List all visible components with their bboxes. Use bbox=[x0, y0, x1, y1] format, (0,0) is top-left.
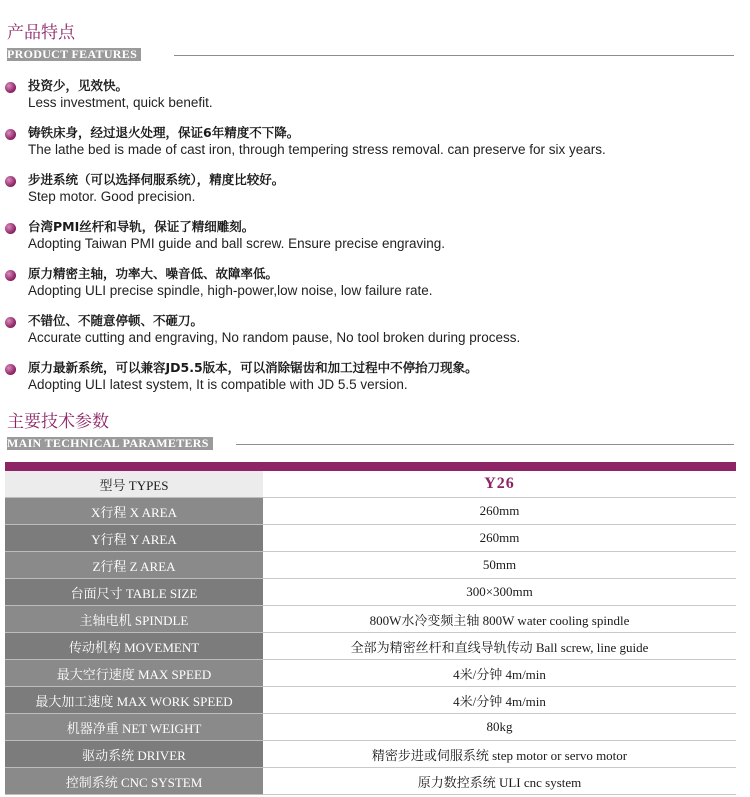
row-value: 4米/分钟 4m/min bbox=[263, 660, 736, 687]
row-value: 全部为精密丝杆和直线导轨传动 Ball screw, line guide bbox=[263, 633, 736, 660]
params-table bbox=[5, 462, 736, 795]
row-value: 4米/分钟 4m/min bbox=[263, 687, 736, 714]
feature-zh: 步进系统（可以选择伺服系统），精度比较好。 bbox=[28, 172, 285, 187]
row-value: 300×300mm bbox=[263, 579, 736, 606]
features-section-title bbox=[7, 23, 141, 62]
row-label: 控制系统 CNC SYSTEM bbox=[5, 768, 263, 795]
features-title-zh: 产品特点 bbox=[7, 23, 75, 43]
table-accent-bar bbox=[5, 462, 736, 471]
params-title-zh: 主要技术参数 bbox=[7, 412, 109, 432]
table-header-row bbox=[5, 471, 736, 498]
row-value: 800W水冷变频主轴 800W water cooling spindle bbox=[263, 606, 736, 633]
row-label: 机器净重 NET WEIGHT bbox=[5, 714, 263, 741]
bullet-icon bbox=[5, 364, 16, 375]
feature-zh: 铸铁床身，经过退火处理，保证6年精度不下降。 bbox=[28, 125, 300, 140]
bullet-icon bbox=[5, 270, 16, 281]
bullet-icon bbox=[5, 176, 16, 187]
bullet-icon bbox=[5, 317, 16, 328]
feature-zh: 不错位、不随意停顿、不砸刀。 bbox=[28, 313, 204, 328]
row-label: 主轴电机 SPINDLE bbox=[5, 606, 263, 633]
model-value: Y26 bbox=[263, 471, 736, 498]
row-value: 精密步进或伺服系统 step motor or servo motor bbox=[263, 741, 736, 768]
row-value: 260mm bbox=[263, 498, 736, 525]
row-label: 台面尺寸 TABLE SIZE bbox=[5, 579, 263, 606]
params-title-en: MAIN TECHNICAL PARAMETERS bbox=[7, 437, 213, 450]
table-row bbox=[5, 633, 736, 660]
bullet-icon bbox=[5, 82, 16, 93]
table-row bbox=[5, 498, 736, 525]
feature-en: Less investment, quick benefit. bbox=[28, 95, 213, 110]
table-row bbox=[5, 660, 736, 687]
feature-en: Adopting Taiwan PMI guide and ball screw. Ensure precise engraving. bbox=[28, 236, 445, 251]
header-label: 型号 TYPES bbox=[5, 471, 263, 498]
feature-zh: 原力最新系统，可以兼容JD5.5版本，可以消除锯齿和加工过程中不停抬刀现象。 bbox=[28, 360, 478, 375]
row-label: 最大空行速度 MAX SPEED bbox=[5, 660, 263, 687]
table-row bbox=[5, 525, 736, 552]
row-value: 50mm bbox=[263, 552, 736, 579]
feature-en: Accurate cutting and engraving, No random pause, No tool broken during process. bbox=[28, 330, 521, 345]
row-label: Z行程 Z AREA bbox=[5, 552, 263, 579]
row-label: 传动机构 MOVEMENT bbox=[5, 633, 263, 660]
features-divider bbox=[174, 55, 734, 56]
params-section-title bbox=[7, 412, 213, 451]
features-title-en: PRODUCT FEATURES bbox=[7, 48, 141, 61]
row-value: 80kg bbox=[263, 714, 736, 741]
row-label: 最大加工速度 MAX WORK SPEED bbox=[5, 687, 263, 714]
feature-zh: 投资少，见效快。 bbox=[28, 78, 129, 93]
bullet-icon bbox=[5, 129, 16, 140]
feature-en: Adopting ULI latest system, It is compatible with JD 5.5 version. bbox=[28, 377, 408, 392]
feature-zh: 原力精密主轴，功率大、噪音低、故障率低。 bbox=[28, 266, 279, 281]
row-label: Y行程 Y AREA bbox=[5, 525, 263, 552]
row-label: 驱动系统 DRIVER bbox=[5, 741, 263, 768]
table-row bbox=[5, 768, 736, 795]
bullet-icon bbox=[5, 223, 16, 234]
table-row bbox=[5, 579, 736, 606]
table-row bbox=[5, 606, 736, 633]
table-row bbox=[5, 714, 736, 741]
feature-zh: 台湾PMI丝杆和导轨，保证了精细雕刻。 bbox=[28, 219, 255, 234]
row-value: 260mm bbox=[263, 525, 736, 552]
feature-en: Step motor. Good precision. bbox=[28, 189, 196, 204]
table-row bbox=[5, 741, 736, 768]
feature-en: Adopting ULI precise spindle, high-power,low noise, low failure rate. bbox=[28, 283, 433, 298]
feature-en: The lathe bed is made of cast iron, through tempering stress removal. can preserve for six years. bbox=[28, 142, 606, 157]
row-label: X行程 X AREA bbox=[5, 498, 263, 525]
table-row bbox=[5, 552, 736, 579]
row-value: 原力数控系统 ULI cnc system bbox=[263, 768, 736, 795]
table-row bbox=[5, 687, 736, 714]
params-divider bbox=[236, 444, 734, 445]
